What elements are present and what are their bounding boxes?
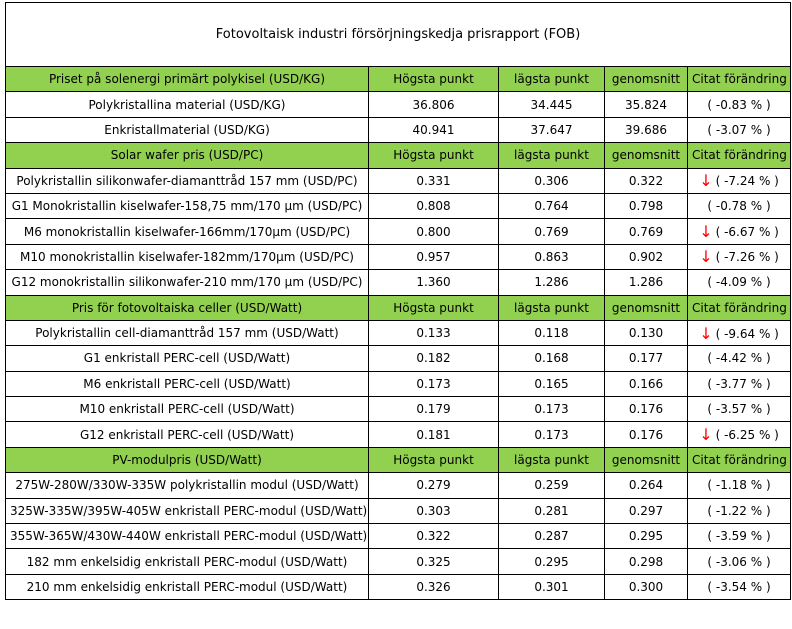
change-cell [688,549,791,574]
change-cell [688,346,791,371]
low-value: 1.286 [499,270,605,295]
avg-value: 0.264 [605,473,688,498]
high-col-header: Högsta punkt [369,143,499,168]
high-value: 0.326 [369,574,499,599]
table-row [6,371,791,396]
change-cell [688,92,791,117]
high-value: 0.179 [369,397,499,422]
change-cell [688,422,791,447]
table-row [6,346,791,371]
change-cell [688,193,791,218]
product-name: G1 enkristall PERC-cell (USD/Watt) [6,346,369,371]
high-value: 0.325 [369,549,499,574]
low-value: 0.287 [499,524,605,549]
low-value: 34.445 [499,92,605,117]
change-cell [688,244,791,269]
change-value: ( -7.24 % ) [715,174,779,189]
high-value: 0.322 [369,524,499,549]
avg-value: 0.300 [605,574,688,599]
avg-value: 0.176 [605,397,688,422]
low-value: 0.306 [499,168,605,193]
product-name: 325W-335W/395W-405W enkristall PERC-modul (USD/Watt) [6,498,369,523]
table-row [6,168,791,193]
high-value: 0.133 [369,320,499,345]
high-value: 0.181 [369,422,499,447]
product-name: 182 mm enkelsidig enkristall PERC-modul (USD/Watt) [6,549,369,574]
section-title: Priset på solenergi primärt polykisel (USD/KG) [6,67,369,92]
avg-value: 0.130 [605,320,688,345]
product-name: M6 monokristallin kiselwafer-166mm/170μm (USD/PC) [6,219,369,244]
product-name: G12 monokristallin silikonwafer-210 mm/170 μm (USD/PC) [6,270,369,295]
down-arrow-icon: ↓ [699,323,713,343]
low-value: 0.118 [499,320,605,345]
change-cell [688,524,791,549]
change-value: ( -3.54 % ) [707,580,771,594]
avg-col-header: genomsnitt [605,295,688,320]
avg-value: 0.295 [605,524,688,549]
table-row [6,498,791,523]
title-row [6,3,791,67]
low-value: 0.165 [499,371,605,396]
change-value: ( -6.67 % ) [715,225,779,240]
change-value: ( -9.64 % ) [715,326,779,341]
low-col-header: lägsta punkt [499,143,605,168]
table-row [6,549,791,574]
low-value: 0.259 [499,473,605,498]
avg-col-header: genomsnitt [605,67,688,92]
table-row [6,244,791,269]
down-arrow-icon: ↓ [699,171,713,191]
product-name: Polykristallin silikonwafer-diamanttråd 157 mm (USD/PC) [6,168,369,193]
down-arrow-icon: ↓ [699,425,713,445]
high-value: 36.806 [369,92,499,117]
table-row [6,270,791,295]
change-value: ( -3.77 % ) [707,376,771,391]
section-header-row [6,67,791,92]
low-value: 37.647 [499,117,605,142]
avg-value: 1.286 [605,270,688,295]
avg-value: 39.686 [605,117,688,142]
avg-value: 0.298 [605,549,688,574]
change-value: ( -1.22 % ) [707,503,771,518]
down-arrow-icon: ↓ [699,222,713,242]
change-value: ( -6.25 % ) [715,428,779,443]
high-value: 0.182 [369,346,499,371]
change-value: ( -3.07 % ) [707,122,771,137]
high-value: 0.331 [369,168,499,193]
high-value: 0.957 [369,244,499,269]
high-value: 0.173 [369,371,499,396]
change-cell [688,168,791,193]
low-value: 0.295 [499,549,605,574]
section-title: PV-modulpris (USD/Watt) [6,447,369,472]
product-name: 210 mm enkelsidig enkristall PERC-modul (USD/Watt) [6,574,369,599]
price-table-body [6,3,791,600]
section-header-row [6,447,791,472]
high-col-header: Högsta punkt [369,447,499,472]
table-row [6,117,791,142]
product-name: 355W-365W/430W-440W enkristall PERC-modul (USD/Watt) [6,524,369,549]
section-header-row [6,295,791,320]
change-cell [688,397,791,422]
change-col-header: Citat förändring [688,447,791,472]
change-value: ( -4.09 % ) [707,275,771,290]
table-row [6,193,791,218]
change-value: ( -4.42 % ) [707,351,771,366]
section-title: Pris för fotovoltaiska celler (USD/Watt) [6,295,369,320]
low-value: 0.863 [499,244,605,269]
change-value: ( -1.18 % ) [707,478,771,493]
price-report [5,2,790,600]
avg-value: 35.824 [605,92,688,117]
table-row [6,219,791,244]
low-value: 0.301 [499,574,605,599]
table-row [6,320,791,345]
change-cell [688,320,791,345]
high-value: 40.941 [369,117,499,142]
down-arrow-icon: ↓ [699,247,713,267]
product-name: Polykristallin cell-diamanttråd 157 mm (USD/Watt) [6,320,369,345]
change-cell [688,574,791,599]
table-row [6,473,791,498]
change-col-header: Citat förändring [688,67,791,92]
low-col-header: lägsta punkt [499,67,605,92]
avg-value: 0.322 [605,168,688,193]
avg-value: 0.166 [605,371,688,396]
low-col-header: lägsta punkt [499,295,605,320]
product-name: M6 enkristall PERC-cell (USD/Watt) [6,371,369,396]
change-value: ( -0.83 % ) [707,97,771,112]
section-header-row [6,143,791,168]
change-cell [688,270,791,295]
change-cell [688,219,791,244]
avg-col-header: genomsnitt [605,143,688,168]
change-cell [688,498,791,523]
price-table [5,2,791,600]
high-col-header: Högsta punkt [369,67,499,92]
avg-value: 0.769 [605,219,688,244]
avg-value: 0.177 [605,346,688,371]
high-value: 0.279 [369,473,499,498]
change-cell [688,117,791,142]
low-value: 0.173 [499,422,605,447]
change-cell [688,371,791,396]
product-name: Enkristallmaterial (USD/KG) [6,117,369,142]
low-value: 0.168 [499,346,605,371]
low-value: 0.764 [499,193,605,218]
product-name: G1 Monokristallin kiselwafer-158,75 mm/170 μm (USD/PC) [6,193,369,218]
change-value: ( -7.26 % ) [715,250,779,265]
high-col-header: Högsta punkt [369,295,499,320]
table-row [6,92,791,117]
report-title: Fotovoltaisk industri försörjningskedja prisrapport (FOB) [6,3,791,67]
low-value: 0.769 [499,219,605,244]
high-value: 0.808 [369,193,499,218]
change-value: ( -0.78 % ) [707,199,771,214]
change-value: ( -3.59 % ) [707,529,771,544]
high-value: 0.303 [369,498,499,523]
high-value: 0.800 [369,219,499,244]
change-col-header: Citat förändring [688,295,791,320]
section-title: Solar wafer pris (USD/PC) [6,143,369,168]
table-row [6,422,791,447]
avg-value: 0.798 [605,193,688,218]
product-name: M10 enkristall PERC-cell (USD/Watt) [6,397,369,422]
change-value: ( -3.57 % ) [707,402,771,417]
low-value: 0.173 [499,397,605,422]
avg-value: 0.176 [605,422,688,447]
change-col-header: Citat förändring [688,143,791,168]
avg-value: 0.902 [605,244,688,269]
table-row [6,397,791,422]
high-value: 1.360 [369,270,499,295]
table-row [6,574,791,599]
product-name: Polykristallina material (USD/KG) [6,92,369,117]
product-name: G12 enkristall PERC-cell (USD/Watt) [6,422,369,447]
low-value: 0.281 [499,498,605,523]
change-cell [688,473,791,498]
avg-col-header: genomsnitt [605,447,688,472]
table-row [6,524,791,549]
low-col-header: lägsta punkt [499,447,605,472]
product-name: 275W-280W/330W-335W polykristallin modul (USD/Watt) [6,473,369,498]
product-name: M10 monokristallin kiselwafer-182mm/170μm (USD/PC) [6,244,369,269]
avg-value: 0.297 [605,498,688,523]
change-value: ( -3.06 % ) [707,554,771,569]
